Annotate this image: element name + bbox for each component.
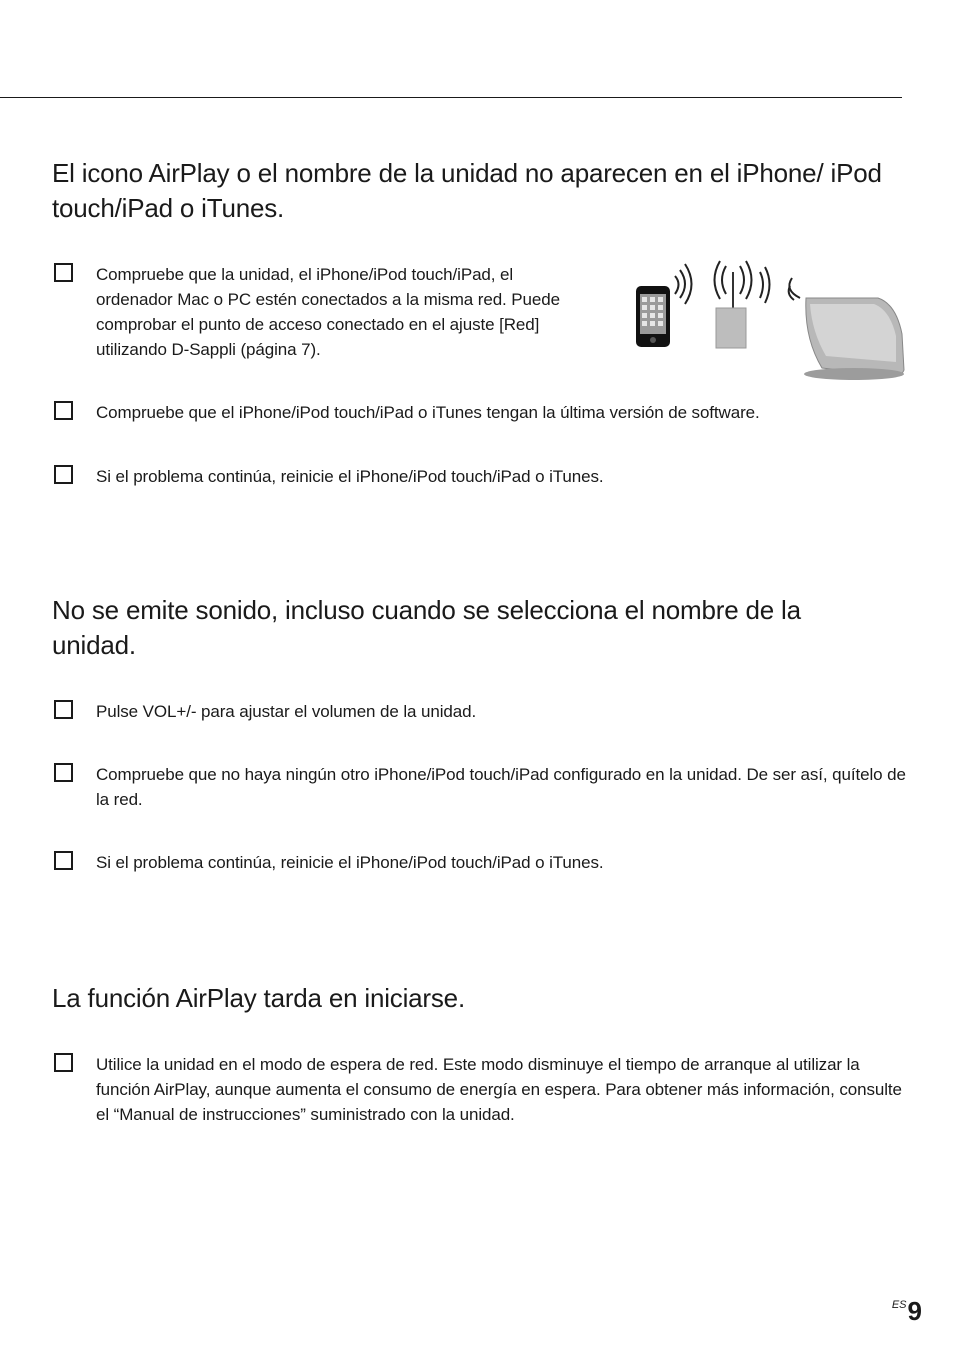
section-title: No se emite sonido, incluso cuando se selecciona el nombre de la unidad. [52, 595, 801, 660]
wireless-router-icon [715, 261, 770, 348]
checkbox-icon [54, 401, 73, 420]
section-title: El icono AirPlay o el nombre de la unidad no aparecen en el iPhone/ iPod touch/iPad o iTunes. [52, 158, 882, 223]
item-text: Pulse VOL+/- para ajustar el volumen de la unidad. [96, 702, 477, 721]
section-no-sound [52, 593, 912, 872]
page-number-value: 9 [907, 1296, 922, 1326]
section-title: La función AirPlay tarda en iniciarse. [52, 983, 465, 1013]
item-text: Compruebe que el iPhone/iPod touch/iPad o iTunes tengan la última versión de software. [96, 403, 760, 422]
section-airplay-not-shown [52, 156, 912, 486]
iphone-icon [636, 286, 670, 347]
checkbox-icon [54, 851, 73, 870]
page-number [892, 1296, 922, 1327]
item-text: Compruebe que la unidad, el iPhone/iPod touch/iPad, el ordenador Mac o PC estén conectados a la misma red. Puede comprobar el punto de acceso conectado en el ajuste [Red] utilizando D-Sappli (página 7). [96, 265, 560, 359]
wifi-waves-icon [675, 264, 692, 304]
checkbox-icon [54, 1053, 73, 1072]
network-illustration [634, 258, 906, 382]
item-text: Utilice la unidad en el modo de espera de red. Este modo disminuye el tiempo de arranque al utilizar la función AirPlay, aunque aumenta el consumo de energía en espera. Para obtener más información, consulte el “Manual de instrucciones” suministrado con la unidad. [96, 1055, 902, 1124]
item-text: Si el problema continúa, reinicie el iPhone/iPod touch/iPad o iTunes. [96, 467, 604, 486]
checkbox-icon [54, 763, 73, 782]
checkbox-icon [54, 263, 73, 282]
section-airplay-slow-start [52, 981, 912, 1124]
checkbox-icon [54, 700, 73, 719]
checkbox-icon [54, 465, 73, 484]
language-code: ES [891, 1299, 907, 1311]
item-text: Si el problema continúa, reinicie el iPhone/iPod touch/iPad o iTunes. [96, 853, 604, 872]
speaker-dock-icon [804, 298, 904, 380]
item-text: Compruebe que no haya ningún otro iPhone/iPod touch/iPad configurado en la unidad. De ser así, quítelo de la red. [96, 765, 906, 809]
top-rule [0, 97, 902, 98]
